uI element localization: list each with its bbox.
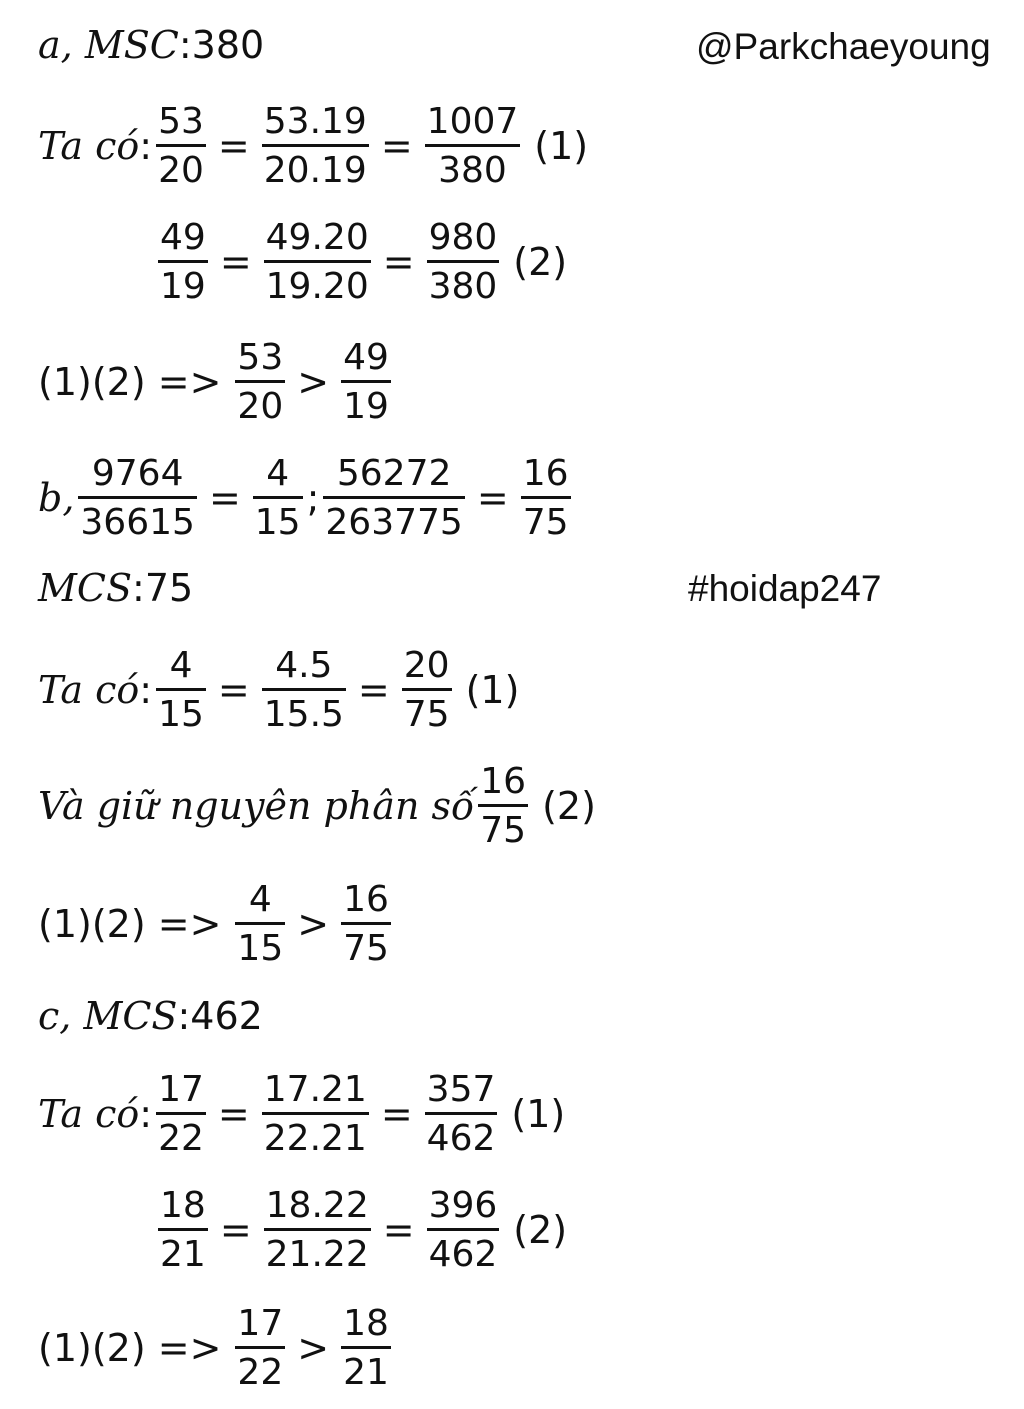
equation-tag: (2): [542, 784, 596, 828]
equation-tag: (2): [513, 1208, 568, 1252]
part-c-row-2: $\frac{18}{21}$ = $\frac{18.22}{21.22}$ = $\frac{396}{462}$ (2): [160, 1184, 568, 1275]
part-a-row-1: Ta có : $\frac{53}{20}$ = $\frac{53.19}{20.19}$ = $\frac{1007}{380}$ (1): [38, 100, 589, 191]
part-a-conclusion: (1)(2) => $\frac{53}{20}$ > $\frac{49}{19}$: [38, 336, 389, 427]
part-c-conclusion: (1)(2) => $\frac{17}{22}$ > $\frac{18}{21}$: [38, 1302, 389, 1393]
fraction: $\frac{16}{75}$: [522, 452, 569, 543]
part-b-mcs: MCS : 75: [38, 566, 194, 610]
fraction: $\frac{49.20}{19.20}$: [265, 216, 369, 307]
fraction: $\frac{1007}{380}$: [426, 100, 519, 191]
fraction: $\frac{16}{75}$: [480, 760, 527, 851]
fraction: $\frac{17}{22}$: [237, 1302, 284, 1393]
hashtag-note: #hoidap247: [688, 568, 882, 609]
fraction: $\frac{9764}{36615}$: [80, 452, 195, 543]
fraction: $\frac{18.22}{21.22}$: [265, 1184, 369, 1275]
taco-label: Ta có: [38, 1092, 140, 1136]
equation-tag: (1): [534, 124, 589, 168]
equation-tag: (1): [511, 1092, 566, 1136]
equation-tag: (2): [513, 240, 568, 284]
part-b-label: b,: [38, 476, 75, 520]
fraction: $\frac{18}{21}$: [343, 1302, 389, 1393]
fraction: $\frac{17.21}{22.21}$: [263, 1068, 367, 1159]
author-note: @Parkchaeyoung: [696, 26, 991, 67]
part-a-heading: a, MSC : 380: [38, 23, 265, 67]
fraction: $\frac{4}{15}$: [254, 452, 301, 543]
fraction: $\frac{53.19}{20.19}$: [263, 100, 367, 191]
fraction: $\frac{18}{21}$: [160, 1184, 206, 1275]
part-b-keep: Và giữ nguyên phân số $\frac{16}{75}$ (2): [38, 760, 596, 851]
fraction: $\frac{20}{75}$: [403, 644, 450, 735]
part-a-row-2: $\frac{49}{19}$ = $\frac{49.20}{19.20}$ = $\frac{980}{380}$ (2): [160, 216, 568, 307]
fraction: $\frac{4}{15}$: [237, 878, 284, 969]
equation-tag: (1): [465, 668, 520, 712]
part-c-heading: c, MCS : 462: [38, 994, 263, 1038]
part-a-label: a, MSC: [38, 23, 179, 67]
fraction: $\frac{56272}{263775}$: [325, 452, 463, 543]
taco-label: Ta có: [38, 124, 140, 168]
part-c-row-1: Ta có : $\frac{17}{22}$ = $\frac{17.21}{22.21}$ = $\frac{357}{462}$ (1): [38, 1068, 566, 1159]
taco-label: Ta có: [38, 668, 140, 712]
fraction: $\frac{49}{19}$: [343, 336, 389, 427]
fraction: $\frac{53}{20}$: [158, 100, 204, 191]
fraction: $\frac{357}{462}$: [426, 1068, 496, 1159]
part-a-msc-value: 380: [191, 23, 265, 67]
fraction: $\frac{17}{22}$: [158, 1068, 204, 1159]
fraction: $\frac{4}{15}$: [158, 644, 204, 735]
fraction: $\frac{16}{75}$: [343, 878, 389, 969]
part-c-label: c, MCS: [38, 994, 178, 1038]
fraction: $\frac{396}{462}$: [428, 1184, 498, 1275]
part-b-simplify: b, $\frac{9764}{36615}$ = $\frac{4}{15}$ ; $\frac{56272}{263775}$ = $\frac{16}{75}$: [38, 452, 569, 543]
fraction: $\frac{980}{380}$: [428, 216, 498, 307]
fraction: $\frac{49}{19}$: [160, 216, 206, 307]
fraction: $\frac{53}{20}$: [237, 336, 284, 427]
part-b-row-1: Ta có : $\frac{4}{15}$ = $\frac{4.5}{15.5}$ = $\frac{20}{75}$ (1): [38, 644, 520, 735]
part-b-conclusion: (1)(2) => $\frac{4}{15}$ > $\frac{16}{75}$: [38, 878, 389, 969]
fraction: $\frac{4.5}{15.5}$: [263, 644, 344, 735]
